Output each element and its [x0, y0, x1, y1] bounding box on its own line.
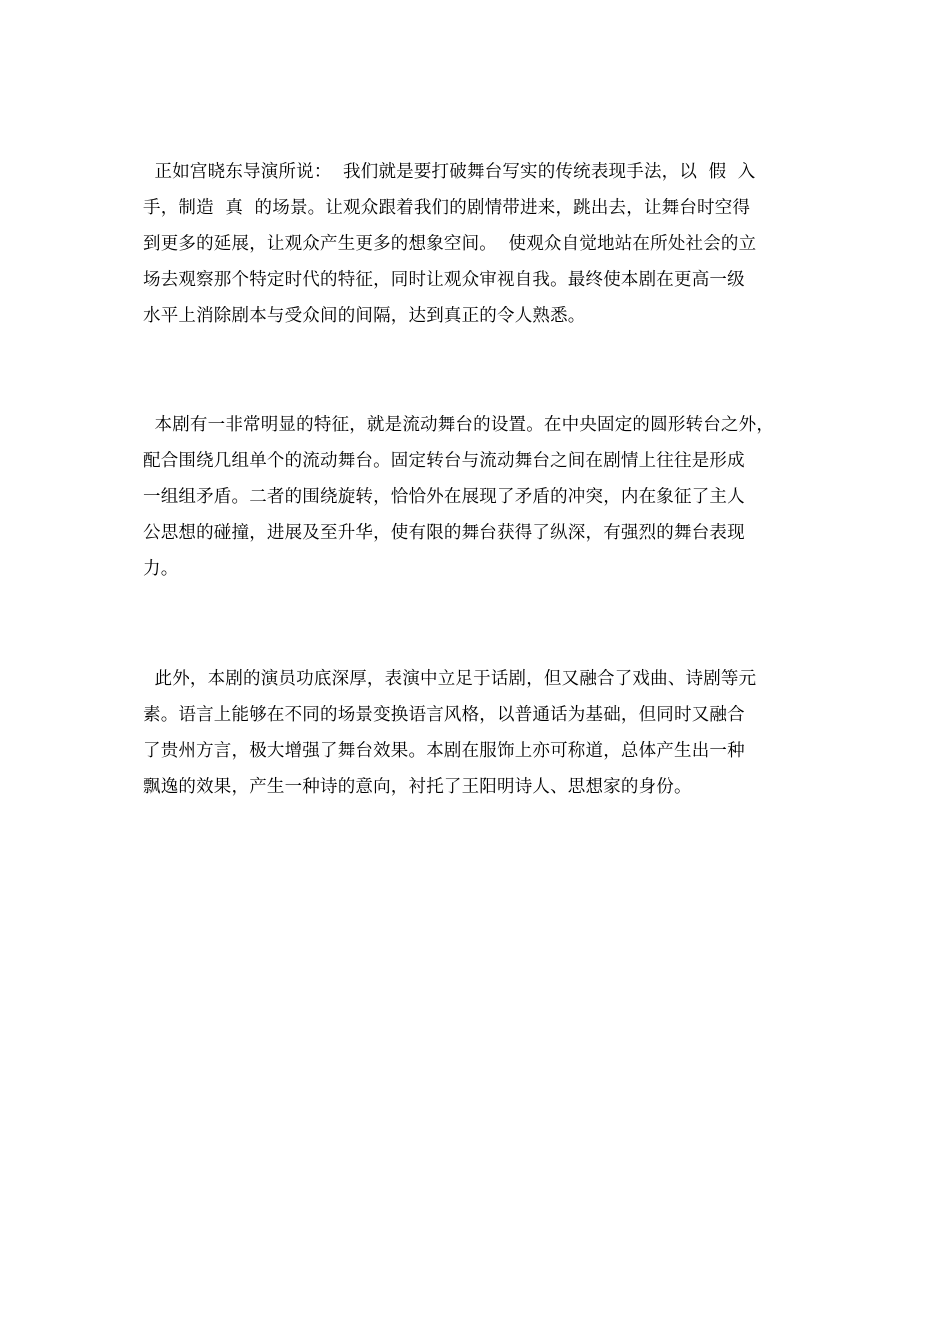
text-line: 飘逸的效果，产生一种诗的意向，衬托了王阳明诗人、思想家的身份。 — [143, 777, 692, 797]
text-line: 正如宫晓东导演所说： 我们就是要打破舞台写实的传统表现手法，以 假 入 — [143, 162, 756, 182]
text-line: 到更多的延展，让观众产生更多的想象空间。 使观众自觉地站在所处社会的立 — [143, 234, 757, 254]
text-line: 配合围绕几组单个的流动舞台。固定转台与流动舞台之间在剧情上往往是形成 — [143, 451, 745, 471]
text-line: 此外，本剧的演员功底深厚，表演中立足于话剧，但又融合了戏曲、诗剧等元 — [143, 669, 757, 689]
text-line: 手，制造 真 的场景。让观众跟着我们的剧情带进来，跳出去，让舞台时空得 — [143, 198, 751, 218]
text-line: 素。语言上能够在不同的场景变换语言风格，以普通话为基础，但同时又融合 — [143, 705, 745, 725]
text-line: 场去观察那个特定时代的特征，同时让观众审视自我。最终使本剧在更高一级 — [143, 270, 745, 290]
text-line: 了贵州方言，极大增强了舞台效果。本剧在服饰上亦可称道，总体产生出一种 — [143, 741, 745, 761]
text-line: 一组组矛盾。二者的围绕旋转，恰恰外在展现了矛盾的冲突，内在象征了主人 — [143, 487, 745, 507]
text-line: 本剧有一非常明显的特征，就是流动舞台的设置。在中央固定的圆形转台之外， — [143, 415, 775, 435]
text-line: 水平上消除剧本与受众间的间隔，达到真正的令人熟悉。 — [143, 306, 586, 326]
paragraph-3 — [143, 661, 843, 805]
paragraph-2 — [143, 407, 843, 587]
text-line: 公思想的碰撞，进展及至升华，使有限的舞台获得了纵深，有强烈的舞台表现 — [143, 523, 745, 543]
paragraph-1 — [143, 154, 843, 334]
text-line: 力。 — [143, 559, 179, 579]
